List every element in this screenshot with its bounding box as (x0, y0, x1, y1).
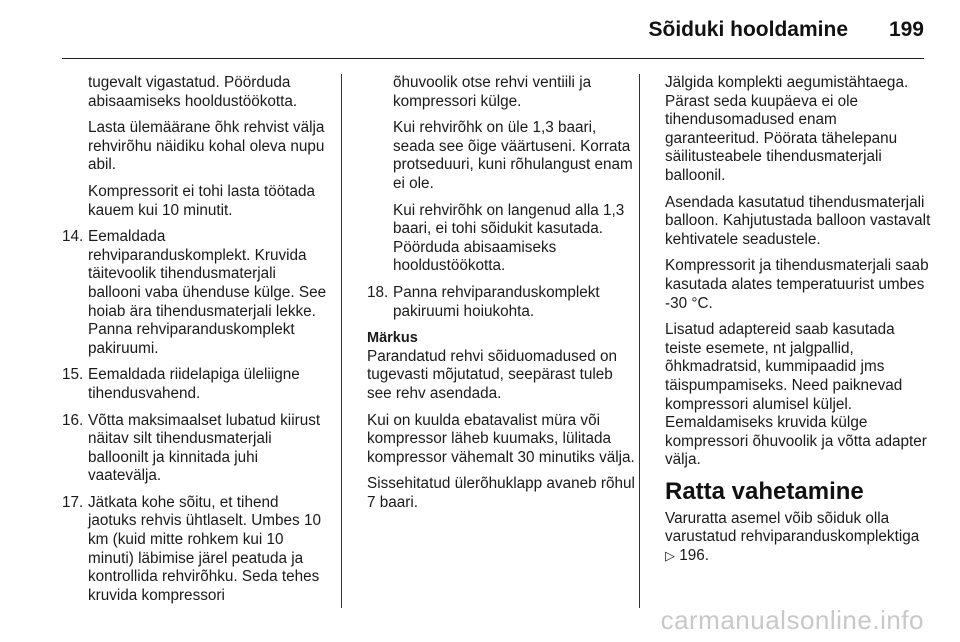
note-paragraph: Kui on kuulda ebatavalist müra või kompressor läheb kuumaks, lülitada kompressor vähemalt 30 minutiks välja. (367, 411, 635, 466)
reference-page-link[interactable]: 196. (679, 547, 710, 565)
paragraph: tugevalt vigastatud. Pöörduda abisaamiseks hooldustöökotta. (88, 74, 298, 110)
list-item (62, 228, 330, 358)
page-reference-icon: ▷ (665, 548, 675, 564)
list-item-number: 17. (62, 493, 84, 511)
list-item-text: Jätkata kohe sõitu, et tihend jaotuks rehvis ühtlaselt. Umbes 10 km (kuid mitte rohkem kui 10 minuti) läbimise järel peatuda ja kontrollida rehvirõhku. Seda tehes kruvida kompressori (88, 493, 321, 604)
paragraph: Kui rehvirõhk on üle 1,3 baari, seada see õige väärtuseni. Korrata protseduuri, kuni rõhulangust enam ei ole. (393, 119, 633, 192)
note-title: Märkus (367, 330, 418, 347)
list-item-text: Eemaldada rehviparanduskomplekt. Kruvida täitevoolik tihendusmaterjali ballooni vaba ühenduse külge. See hoiab ära tihendusmaterjali lekke. Panna rehviparanduskomplekt pakiruumi. (88, 228, 327, 357)
paragraph: Jälgida komplekti aegumistähtaega. Pärast seda kuupäeva ei ole tihendusomadused enam garanteeritud. Pöörata tähelepanu säilitusteabele tihendusmaterjali balloonil. (665, 74, 909, 184)
page-header (0, 0, 960, 58)
list-item-number: 14. (62, 228, 84, 246)
list-item (62, 366, 330, 403)
list-item-text: Võtta maksimaalset lubatud kiirust näitav silt tihendusmaterjali balloonilt ja kinnitada juhi vaatevälja. (88, 411, 321, 485)
paragraph: Asendada kasutatud tihendusmaterjali balloon. Kahjutustada balloon vastavalt kehtivatele seadustele. (665, 193, 931, 248)
paragraph: Kompressorit ja tihendusmaterjali saab kasutada alates temperatuurist umbes -30 °C. (665, 257, 929, 312)
reference-text: Varuratta asemel võib sõiduk olla varustatud rehviparanduskomplektiga (665, 509, 920, 546)
paragraph: Kui rehvirõhk on langenud alla 1,3 baari, ei tohi sõidukit kasutada. Pöörduda abisaamiseks hooldustöökotta. (393, 201, 625, 275)
list-item-text: Eemaldada riidelapiga üleliigne tihendusvahend. (88, 366, 300, 402)
header-rule (62, 58, 924, 59)
column-divider-2 (639, 74, 640, 608)
paragraph: Kompressorit ei tohi lasta töötada kauem kui 10 minutit. (88, 182, 316, 219)
column-divider-1 (341, 74, 342, 608)
header-title: Sõiduki hooldamine (648, 18, 848, 41)
paragraph: Lisatud adaptereid saab kasutada teiste esemete, nt jalgpallid, õhkmadratsid, kummipaadid jms täispumpamiseks. Need paiknevad kompressori alumisel küljel. Eemaldamiseks kruvida külge kompressori õhuvoolik ja võtta adapter välja. (665, 321, 927, 469)
note-paragraph: Parandatud rehvi sõiduomadused on tugevasti mõjutatud, seepärast tuleb see rehv asendada. (367, 347, 618, 402)
paragraph: õhuvoolik otse rehvi ventiili ja kompressori külge. (393, 74, 592, 110)
list-item (62, 494, 330, 606)
column-1 (62, 74, 330, 613)
column-3 (665, 74, 933, 574)
list-item-number: 18. (367, 283, 389, 301)
list-item-number: 15. (62, 366, 84, 384)
page-number: 199 (888, 18, 924, 41)
note-paragraph: Sissehitatud ülerõhuklapp avaneb rõhul 7 baari. (367, 475, 635, 511)
paragraph: Lasta ülemäärane õhk rehvist välja rehvirõhu näidiku kohal oleva nupu abil. (88, 119, 325, 174)
watermark: carmanualsonline.info (660, 605, 924, 635)
list-item-text: Panna rehviparanduskomplekt pakiruumi hoiukohta. (393, 283, 600, 320)
paragraph-with-reference (665, 510, 933, 566)
list-item (367, 284, 635, 321)
list-item (62, 412, 330, 486)
list-item-number: 16. (62, 411, 84, 429)
column-2 (367, 74, 635, 520)
section-title: Ratta vahetamine (665, 477, 864, 505)
